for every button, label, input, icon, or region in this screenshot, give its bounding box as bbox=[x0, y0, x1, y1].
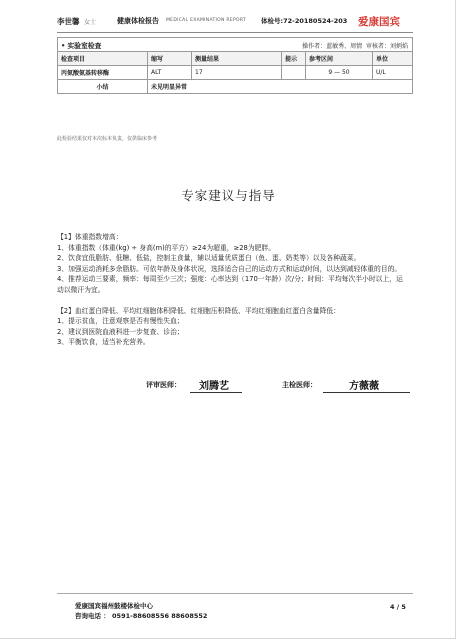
chief-label: 主检医师： bbox=[282, 381, 317, 389]
table-header-row bbox=[58, 52, 413, 66]
col-header-result: 测量结果 bbox=[192, 52, 282, 66]
cell-item: 丙氨酸氨基转移酶 bbox=[58, 66, 148, 80]
report-title-en: MEDICAL EXAMINATION REPORT bbox=[166, 18, 246, 23]
cell-unit: U/L bbox=[373, 66, 413, 80]
advice-line: 2、建议到医院血液科进一步复查、诊治； bbox=[57, 327, 184, 336]
col-header-unit: 单位 bbox=[373, 52, 413, 66]
lab-table bbox=[57, 37, 413, 94]
summary-row bbox=[58, 80, 413, 94]
section-header bbox=[58, 38, 413, 52]
reviewer-text: 审核者：刘炳焰 bbox=[365, 43, 408, 50]
advice-line: 3、加强运动消耗多余脂肪。可依年龄及身体状况，选择适合自己的运动方式和运动时间，以达到减轻体重的目的。 bbox=[57, 264, 402, 273]
cell-hint bbox=[282, 66, 306, 80]
reviewer-label: 评审医师： bbox=[146, 381, 181, 389]
report-header bbox=[57, 14, 412, 34]
advice-line: 3、平衡饮食，适当补充营养。 bbox=[57, 338, 150, 347]
table-row bbox=[58, 66, 413, 80]
advice-line: 1、体重指数（体重(kg) ÷ 身高(m)的平方）≥24为超重，≥28为肥胖。 bbox=[57, 243, 276, 252]
reviewer-signature: 刘腾艺 bbox=[199, 381, 229, 392]
section-meta bbox=[302, 41, 408, 50]
chief-signature: 方薇薇 bbox=[349, 381, 379, 392]
advice-title: 专家建议与指导 bbox=[181, 188, 276, 203]
advice-line: 【2】血红蛋白降低、平均红细胞体积降低、红细胞压积降低、平均红细胞血红蛋白含量降低： bbox=[57, 306, 340, 315]
col-header-item: 检查项目 bbox=[58, 52, 148, 66]
cell-ref: 9 — 50 bbox=[306, 66, 373, 80]
advice-line: 2、饮食宜低脂肪、低糖、低盐，控制主食量，辅以适量优质蛋白（鱼、蛋、奶类等）以及各种蔬菜。 bbox=[57, 254, 361, 263]
chief-sign-line bbox=[323, 392, 410, 393]
header-divider bbox=[57, 32, 413, 33]
advice-line: 1、提示贫血，注意观察是否有慢性失血； bbox=[57, 317, 184, 326]
footer-org: 爱康国宾福州鼓楼体检中心 bbox=[75, 602, 153, 610]
bullet-icon: • bbox=[61, 41, 66, 50]
reviewer-sign-line bbox=[190, 392, 242, 393]
advice-spacer bbox=[57, 296, 407, 306]
col-header-abbr: 缩写 bbox=[148, 52, 192, 66]
page-number: 4 / 5 bbox=[390, 603, 406, 611]
brand-logo: 爱康国宾 bbox=[358, 16, 400, 28]
footer-phone: 咨询电话 ： 0591-88608556 88608552 bbox=[75, 612, 208, 620]
cell-abbr: ALT bbox=[148, 66, 192, 80]
disclaimer: 此检验结果仅对本次标本负责，仅供临床参考 bbox=[57, 136, 158, 142]
cell-result: 17 bbox=[192, 66, 282, 80]
patient-sex: 女士 bbox=[84, 19, 97, 26]
col-header-hint: 提示 bbox=[282, 52, 306, 66]
section-title: • 实验室检查 bbox=[61, 41, 102, 50]
summary-value: 未见明显异常 bbox=[148, 80, 413, 94]
operator-text: 操作者：蓝敏秀、周情 bbox=[302, 43, 363, 50]
patient-name: 李世馨 bbox=[57, 17, 80, 26]
exam-number: 体检号:72-20180524-203 bbox=[261, 17, 348, 25]
col-header-ref: 参考区间 bbox=[306, 52, 373, 66]
lab-section bbox=[57, 37, 413, 94]
report-title: 健康体检报告 bbox=[117, 17, 159, 25]
advice-line: 4、推荐运动三要素，频率：每周至少三次；强度：心率达到（170一年龄）次/分；时间：平均每次半小时以上，运动以微汗为宜。 bbox=[57, 275, 403, 294]
footer-divider bbox=[57, 593, 413, 594]
advice-body bbox=[57, 232, 407, 348]
summary-label: 小结 bbox=[58, 80, 148, 94]
advice-line: 【1】体重指数增高： bbox=[57, 233, 123, 241]
